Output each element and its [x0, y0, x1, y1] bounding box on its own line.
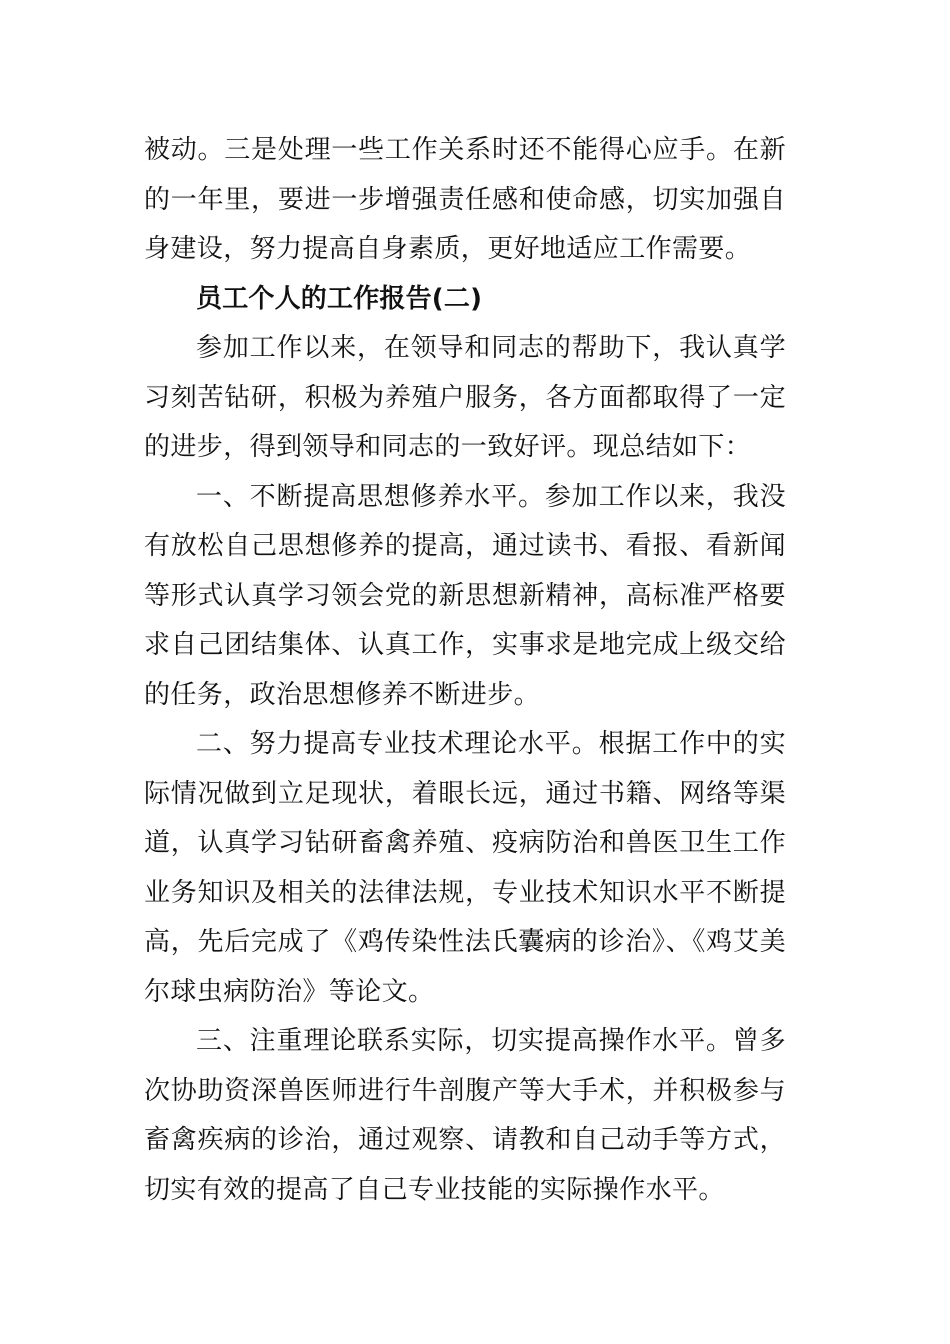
paragraph-point-3: 三、注重理论联系实际，切实提高操作水平。曾多次协助资深兽医师进行牛剖腹产等大手术，并积极参与畜禽疾病的诊治，通过观察、请教和自己动手等方式，切实有效的提高了自己专业技能的实际操作水平。 — [144, 1026, 786, 1205]
paragraph-continuation: 被动。三是处理一些工作关系时还不能得心应手。在新的一年里，要进一步增强责任感和使命感，切实加强自身建设，努力提高自身素质，更好地适应工作需要。 — [144, 135, 786, 264]
section-heading: 员工个人的工作报告(二) — [196, 283, 483, 314]
paragraph-point-1: 一、不断提高思想修养水平。参加工作以来，我没有放松自己思想修养的提高，通过读书、看报、看新闻等形式认真学习领会党的新思想新精神，高标准严格要求自己团结集体、认真工作，实事求是地完成上级交给的任务，政治思想修养不断进步。 — [144, 481, 786, 710]
paragraph-intro: 参加工作以来，在领导和同志的帮助下，我认真学习刻苦钻研，积极为养殖户服务，各方面都取得了一定的进步，得到领导和同志的一致好评。现总结如下： — [144, 333, 786, 462]
paragraph-point-2: 二、努力提高专业技术理论水平。根据工作中的实际情况做到立足现状，着眼长远，通过书籍、网络等渠道，认真学习钻研畜禽养殖、疫病防治和兽医卫生工作业务知识及相关的法律法规，专业技术知识水平不断提高，先后完成了《鸡传染性法氏囊病的诊治》、《鸡艾美尔球虫病防治》等论文。 — [144, 729, 786, 1007]
document-body — [144, 126, 786, 1215]
